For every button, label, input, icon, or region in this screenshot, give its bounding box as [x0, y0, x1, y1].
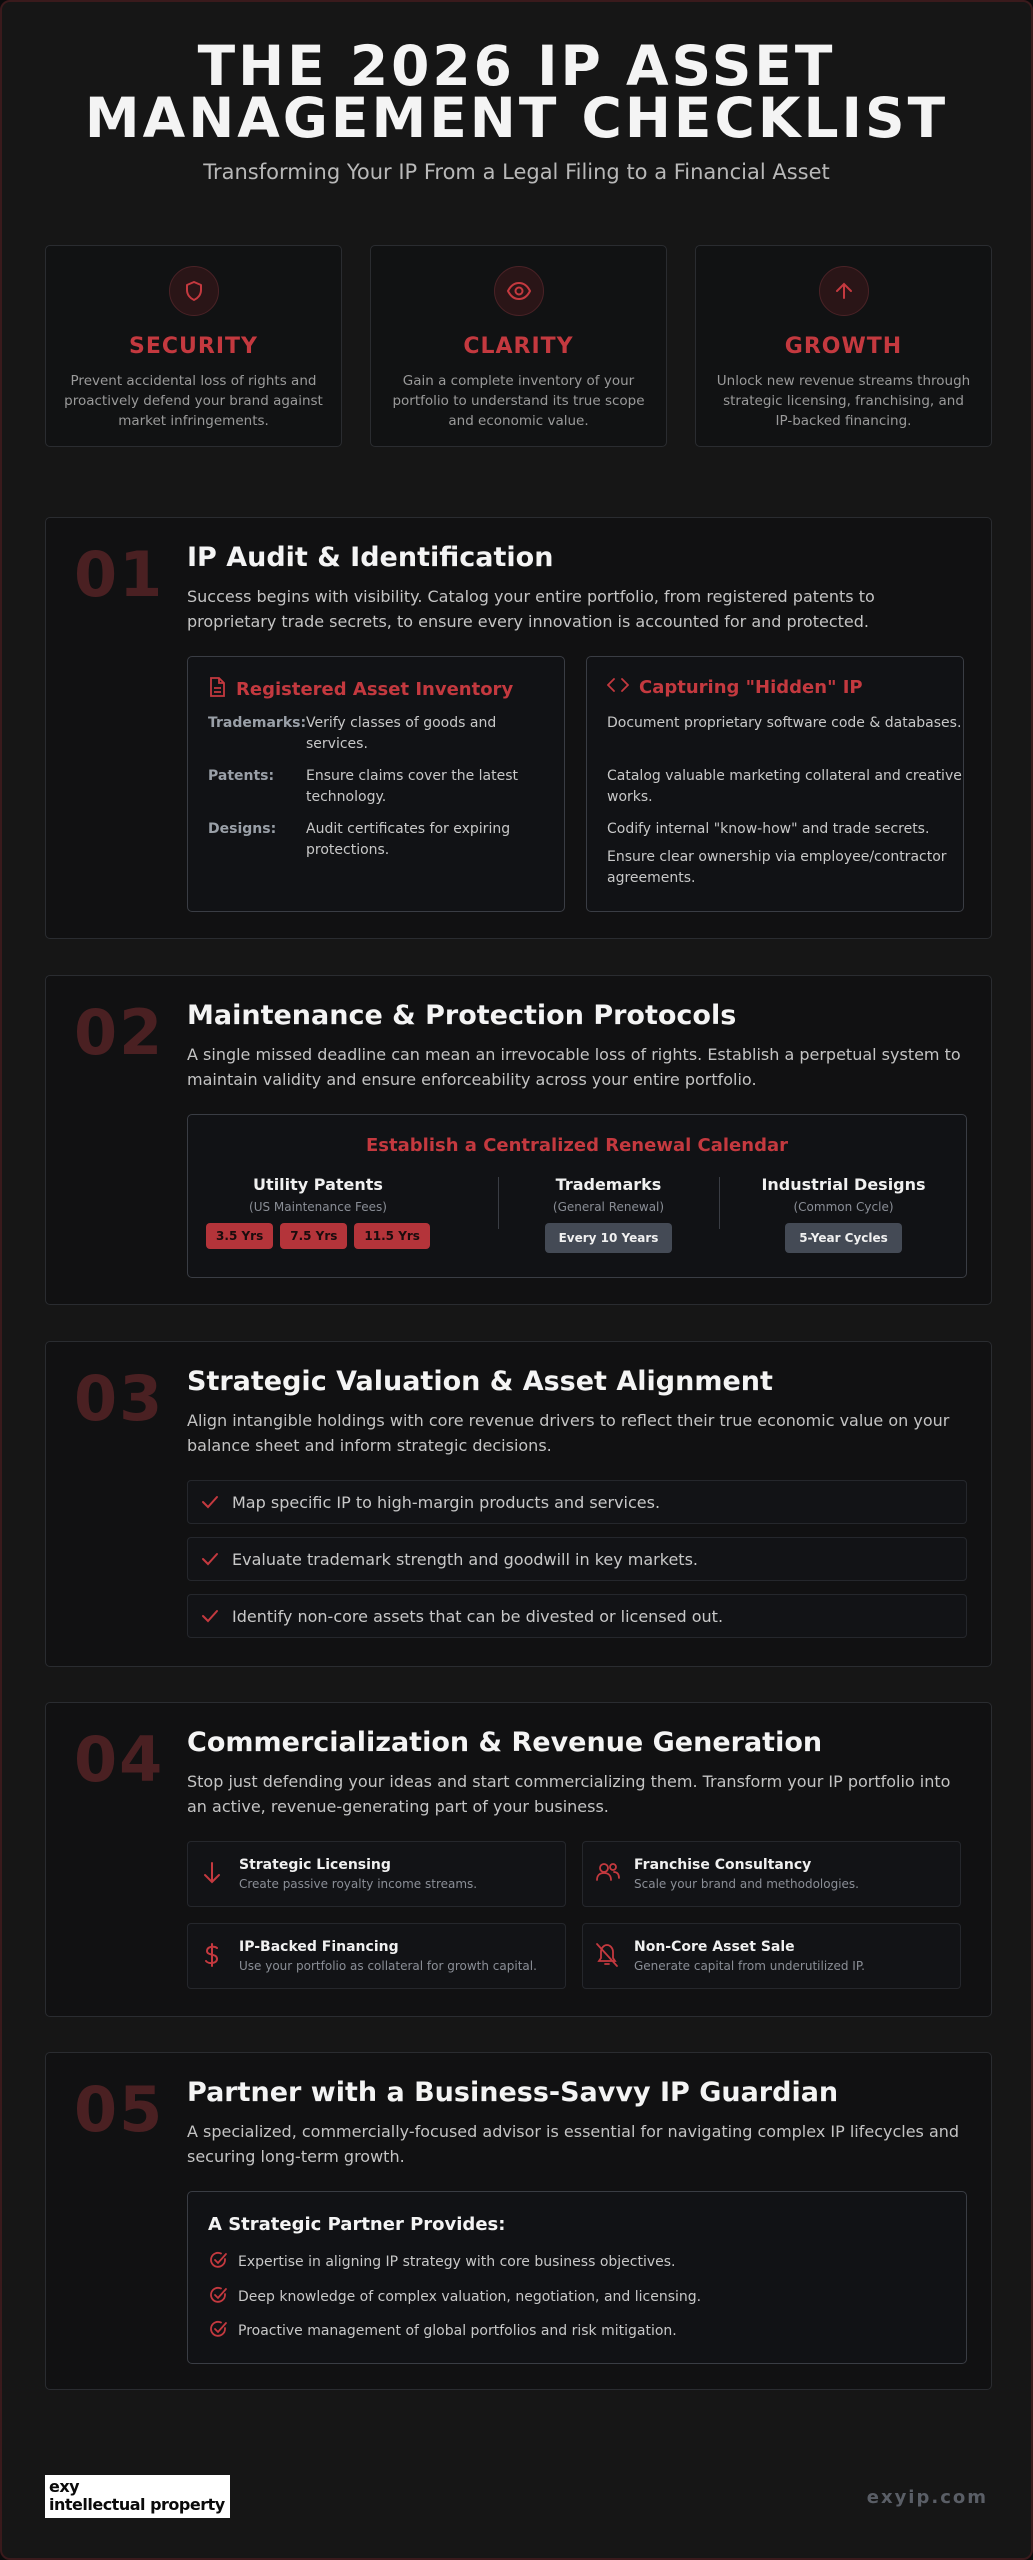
pillar-title: SECURITY: [129, 334, 258, 359]
tile-subtitle: Scale your brand and methodologies.: [634, 1877, 859, 1891]
section-valuation: [45, 1341, 992, 1667]
shield-icon: [169, 266, 219, 316]
section-number: 01: [74, 538, 165, 611]
inventory-card-title: Registered Asset Inventory: [236, 679, 514, 700]
check-item: [187, 1480, 967, 1524]
section-number: 04: [74, 1723, 165, 1796]
check-item-text: Identify non-core assets that can be divested or licensed out.: [232, 1606, 724, 1626]
hidden-ip-item: Catalog valuable marketing collateral and creative works.: [607, 768, 962, 805]
partner-item-text: Deep knowledge of complex valuation, negotiation, and licensing.: [238, 2289, 702, 2305]
tile-strategic-licensing: [187, 1841, 566, 1907]
section-description: Align intangible holdings with core revenue drivers to reflect their true economic value on your balance sheet and inform strategic decisions.: [187, 1411, 950, 1455]
calendar-col-subtitle: (Common Cycle): [793, 1200, 894, 1214]
section-number: 05: [74, 2073, 165, 2146]
bell-off-icon: [595, 1942, 619, 1972]
section-number: 03: [74, 1362, 165, 1435]
pillar-clarity: [370, 245, 667, 447]
title-line-2: MANAGEMENT CHECKLIST: [84, 86, 949, 150]
logo-line-2: intellectual property: [49, 2495, 225, 2514]
calendar-col-patents: [188, 1175, 448, 1249]
section-audit: [45, 517, 992, 939]
section-number: 02: [74, 996, 165, 1069]
code-icon: [607, 677, 629, 698]
section-partner: [45, 2052, 992, 2390]
inventory-key: Trademarks:: [208, 715, 307, 731]
calendar-col-subtitle: (General Renewal): [552, 1200, 665, 1214]
dollar-icon: [200, 1942, 224, 1972]
section-title: Commercialization & Revenue Generation: [187, 1727, 823, 1758]
hidden-ip-card-title: Capturing "Hidden" IP: [639, 677, 863, 698]
check-icon: [188, 1495, 232, 1509]
logo-line-1: exy: [49, 2477, 80, 2496]
page-subtitle: Transforming Your IP From a Legal Filing to a Financial Asset: [203, 160, 830, 184]
renewal-calendar: [187, 1114, 967, 1278]
check-item-text: Evaluate trademark strength and goodwill in key markets.: [232, 1549, 698, 1569]
page-title: [2, 34, 1031, 150]
inventory-value: Ensure claims cover the latest technology.: [306, 768, 518, 805]
section-title: IP Audit & Identification: [187, 542, 554, 573]
partner-item: [208, 2285, 701, 2309]
tile-title: IP-Backed Financing: [239, 1939, 399, 1955]
check-circle-icon: [208, 2285, 228, 2309]
partner-box-title: A Strategic Partner Provides:: [208, 2214, 506, 2235]
arrow-down-icon: [200, 1860, 224, 1890]
eye-icon: [494, 266, 544, 316]
company-logo: [45, 2475, 230, 2518]
users-icon: [595, 1860, 621, 1888]
inventory-key: Patents:: [208, 768, 275, 784]
check-item: [187, 1594, 967, 1638]
check-icon: [188, 1552, 232, 1566]
pillar-title: GROWTH: [784, 334, 903, 359]
hidden-ip-card-header: [607, 677, 863, 698]
check-item: [187, 1537, 967, 1581]
pillar-security: [45, 245, 342, 447]
tile-title: Franchise Consultancy: [634, 1857, 812, 1873]
calendar-col-title: Utility Patents: [253, 1175, 383, 1194]
pillar-text: Gain a complete inventory of your portfolio to understand its true scope and economic value.: [392, 373, 645, 429]
tile-subtitle: Use your portfolio as collateral for growth capital.: [239, 1959, 537, 1973]
title-line-1: THE 2026 IP ASSET: [197, 34, 836, 98]
hidden-ip-item: Ensure clear ownership via employee/contractor agreements.: [607, 849, 947, 886]
calendar-col-title: Industrial Designs: [761, 1175, 926, 1194]
renewal-pill: 5-Year Cycles: [785, 1223, 902, 1253]
inventory-card-header: [208, 677, 513, 702]
section-title: Partner with a Business-Savvy IP Guardian: [187, 2077, 839, 2108]
hidden-ip-item: Codify internal "know-how" and trade secrets.: [607, 821, 930, 837]
section-title: Maintenance & Protection Protocols: [187, 1000, 737, 1031]
tile-title: Non-Core Asset Sale: [634, 1939, 795, 1955]
check-circle-icon: [208, 2250, 228, 2274]
inventory-key: Designs:: [208, 821, 277, 837]
inventory-value: Audit certificates for expiring protections.: [306, 821, 511, 858]
section-commercialization: [45, 1702, 992, 2017]
hidden-ip-item: Document proprietary software code & databases.: [607, 715, 962, 731]
tile-title: Strategic Licensing: [239, 1857, 391, 1873]
check-circle-icon: [208, 2319, 228, 2343]
pillar-text: Unlock new revenue streams through strategic licensing, franchising, and IP-backed financing.: [716, 373, 971, 429]
calendar-col-trademarks: [498, 1175, 719, 1253]
section-maintenance: [45, 975, 992, 1305]
renewal-pill: 11.5 Yrs: [354, 1223, 430, 1249]
section-description: Stop just defending your ideas and start commercializing them. Transform your IP portfolio into an active, revenue-generating part of your business.: [187, 1772, 951, 1816]
tile-ip-backed-financing: [187, 1923, 566, 1989]
calendar-col-designs: [719, 1175, 968, 1253]
partner-item: [208, 2250, 676, 2274]
section-title: Strategic Valuation & Asset Alignment: [187, 1366, 773, 1397]
pillar-title: CLARITY: [463, 334, 574, 359]
check-icon: [188, 1609, 232, 1623]
pillar-growth: [695, 245, 992, 447]
calendar-col-title: Trademarks: [555, 1175, 662, 1194]
partner-item-text: Expertise in aligning IP strategy with core business objectives.: [238, 2254, 676, 2270]
renewal-pill: 3.5 Yrs: [206, 1223, 273, 1249]
tile-franchise-consultancy: [582, 1841, 961, 1907]
check-item-text: Map specific IP to high-margin products and services.: [232, 1492, 661, 1512]
footer-url[interactable]: exyip.com: [866, 2487, 988, 2508]
inventory-card: [187, 656, 565, 912]
arrow-up-icon: [819, 266, 869, 316]
renewal-calendar-title: Establish a Centralized Renewal Calendar: [366, 1135, 788, 1156]
section-description: A specialized, commercially-focused advisor is essential for navigating complex IP lifecycles and securing long-term growth.: [187, 2122, 960, 2166]
renewal-pill: Every 10 Years: [545, 1223, 673, 1253]
document-icon: [208, 677, 226, 702]
section-description: A single missed deadline can mean an irrevocable loss of rights. Establish a perpetual system to maintain validity and ensure enforceability across your entire portfolio.: [187, 1045, 961, 1089]
tile-non-core-asset-sale: [582, 1923, 961, 1989]
partner-item-text: Proactive management of global portfolios and risk mitigation.: [238, 2323, 677, 2339]
hidden-ip-card: [586, 656, 964, 912]
pillar-text: Prevent accidental loss of rights and proactively defend your brand against market infringements.: [64, 373, 323, 429]
inventory-value: Verify classes of goods and services.: [306, 715, 497, 752]
section-description: Success begins with visibility. Catalog your entire portfolio, from registered patents to proprietary trade secrets, to ensure every innovation is accounted for and protected.: [187, 587, 875, 631]
tile-subtitle: Generate capital from underutilized IP.: [634, 1959, 865, 1973]
calendar-col-subtitle: (US Maintenance Fees): [249, 1200, 387, 1214]
tile-subtitle: Create passive royalty income streams.: [239, 1877, 478, 1891]
partner-item: [208, 2319, 677, 2343]
renewal-pill: 7.5 Yrs: [280, 1223, 347, 1249]
partner-box: [187, 2191, 967, 2364]
